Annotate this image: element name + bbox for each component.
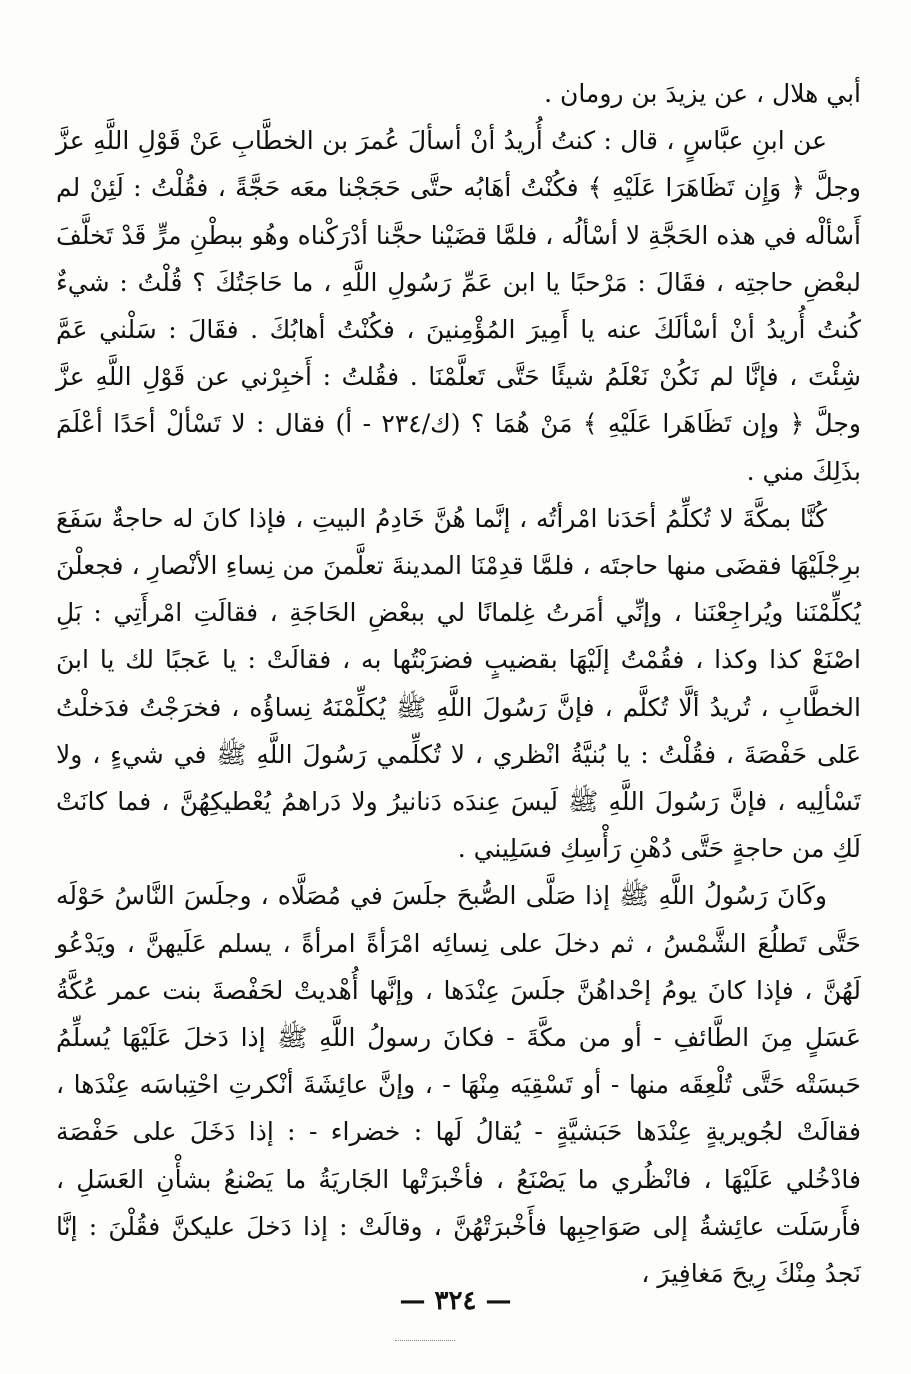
paragraph-4: وكَانَ رَسُولُ اللَّهِ ﷺ إذا صَلَّى الصُّبحَ جلَسَ في مُصَلَّاه ، وجلَسَ النَّاسُ حَوْلَه حَتَّى تَطلُعَ الشَّمْسُ ، ثم دخلَ على نِسائِه امْرَأةً امرأةً ، يسلم عَلَيهنَّ ، ويَدْعُو لَهُنَّ ، فإذا كانَ يومُ إحْداهُنَّ جلَسَ عِنْدَها ، وإنَّها أُهْديتْ لحَفْصةَ بنت عمر عُكَّةُ عَسَلٍ مِنَ الطَّائفِ - أو من مكَّةَ - فكانَ رسولُ اللَّهِ ﷺ إذا دَخلَ عَلَيْهَا يُسلِّمُ حَبسَتْه حَتَّى تُلْعِقَه منها - أو تَسْقِيَه مِنْهَا - ، وإنَّ عائِشَةَ أنْكرتِ احْتِباسَه عِنْدَها ، فقالَتْ لجُويريةٍ عِنْدَها حَبَشيَّةٍ - يُقالُ لَها : خضراء - : إذا دَخَلَ على حَفْصَة فادْخُلي عَلَيْهَا ، فانْظُري ما يَصْنَعُ ، فأخْبرَتْها الجَاريَةُ ما يَصْنعُ بشأْنِ العَسَلِ ، فأَرسَلَت عائِشةُ إلى صَوَاحِبِها فأَخْبرَتْهُنَّ ، وقالَتْ : إذا دَخلَ عليكنَّ فقُلْنَ : إنَّا نَجدُ مِنْكَ رِيحَ مَغافِيرَ ، (56, 881, 861, 1289)
paragraph-2: عن ابنِ عبَّاسٍ ، قال : كنتُ أُريدُ أنْ أسألَ عُمرَ بن الخطَّابِ عَنْ قَوْلِ اللَّهِ عزَّ وجلَّ ﴿ وَإِن تَظَاهَرَا عَلَيْهِ ﴾ فكُنْتُ أهَابُه حتَّى حَجَجْنا معَه حَجَّةً ، فقُلْتُ : لَئِنْ لم أَسْألْه في هذه الحَجَّةِ لا أسْألُه ، فلمَّا قضَيْنا حجَّنا أدْرَكْناه وهُو ببطْنِ مرٍّ قَدْ تَخلَّفَ لبعْضِ حاجتِه ، فقَالَ : مَرْحبًا يا ابن عَمِّ رَسُولِ اللَّهِ ، ما حَاجَتُكَ ؟ قُلْتُ : شيءٌ كُنتُ أُريدُ أنْ أسْألَكَ عنه يا أَمِيرَ المُؤْمِنينَ ، فكُنْتُ أهابُكَ . فقَالَ : سَلْني عَمَّ شِئْتَ ، فإنَّا لم نَكُنْ نَعْلَمُ شيئًا حَتَّى تَعلَّمْنَا . فقُلتُ : أَخبِرْني عن قَوْلِ اللَّهِ عزَّ وجلَّ ﴿ وإن تَظَاهَرا عَلَيْهِ ﴾ مَنْ هُمَا ؟ (ك/٢٣٤ - أ) فقال : لا تَسْألْ أحَدًا أعْلَمَ بذَلِكَ مني . (56, 126, 861, 486)
paragraph-1: أبي هلال ، عن يزيدَ بن رومان . (544, 79, 861, 108)
scan-speckle (395, 1340, 455, 1343)
paragraph-3: كُنَّا بمكَّةَ لا تُكلِّمُ أحَدَنا امْرأتُه ، إنَّما هُنَّ خَادِمُ البيتِ ، فإذا كانَ له حاجةٌ سَفَعَ برِجْلَيْهَا فقضَى منها حاجتَه ، فلمَّا قدِمْنَا المدينةَ تعلَّمنَ من نِساءِ الأنْصارِ ، فجعلْنَ يُكلِّمْنَنا ويُراجِعْنَنا ، وإنِّي أمَرتُ غِلمانًا لي ببعْضِ الحَاجَةِ ، فقالَتِ امْرأَتِي : بَلِ اصْنَعْ كذا وكذا ، فقُمْتُ إلَيْهَا بقضيبٍ فضرَبْتُها به ، فقالَتْ : يا عَجبًا لك يا ابنَ الخطَّابِ ، تُريدُ ألَّا تُكلَّم ، فإنَّ رَسُولَ اللَّهِ ﷺ يُكلِّمْنَهُ نِساؤُه ، فخرَجْتُ فدَخلْتُ عَلى حَفْصَةَ ، فقُلْتُ : يا بُنيَّةُ انْظري ، لا تُكلِّمي رَسُولَ اللَّهِ ﷺ في شيءٍ ، ولا تَسْألِيه ، فإنَّ رَسُولَ اللَّهِ ﷺ لَيسَ عِندَه دَنانيرُ ولا دَراهمُ يُعْطيكِهُنَّ ، فما كانَتْ لَكِ من حاجةٍ حَتَّى دُهْنِ رَأْسِكِ فسَلِيني . (56, 503, 861, 864)
body-text (56, 70, 861, 1297)
page-number: — ٣٢٤ — (399, 1286, 512, 1316)
